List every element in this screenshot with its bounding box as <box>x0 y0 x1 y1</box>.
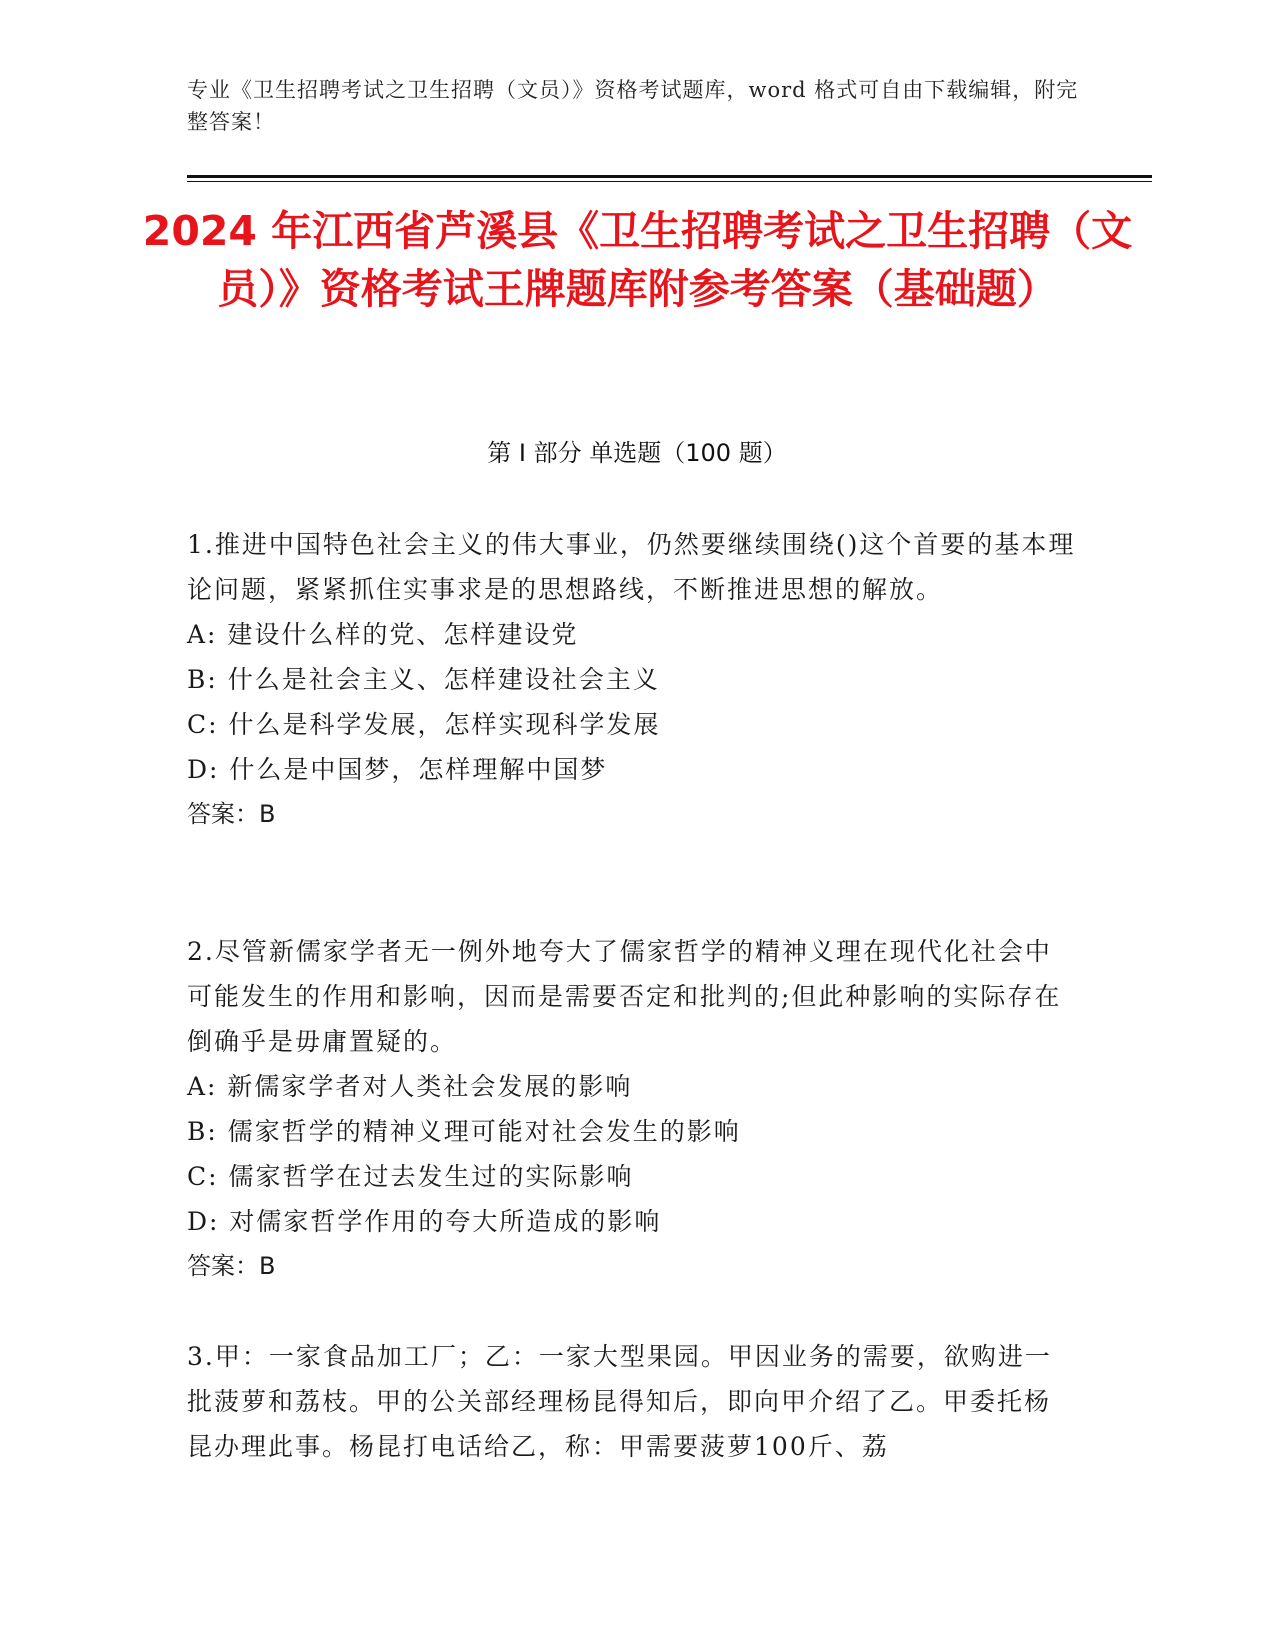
section-title: 第 I 部分 单选题（100 题） <box>487 439 787 467</box>
question-2 <box>187 929 1077 1289</box>
question-3 <box>187 1334 1077 1469</box>
header-rule-thick <box>187 175 1152 178</box>
option-c: C: 儒家哲学在过去发生过的实际影响 <box>187 1162 634 1191</box>
header-note: 专业《卫生招聘考试之卫生招聘（文员）》资格考试题库，word 格式可自由下载编辑，附完整答案！ <box>187 78 1079 134</box>
option-a: A: 建设什么样的党、怎样建设党 <box>187 620 579 649</box>
question-stem: 3.甲：一家食品加工厂；乙：一家大型果园。甲因业务的需要，欲购进一批菠萝和荔枝。甲的公关部经理杨昆得知后，即向甲介绍了乙。甲委托杨昆办理此事。杨昆打电话给乙，称：甲需要菠萝100斤、荔 <box>187 1342 1052 1461</box>
question-stem: 1.推进中国特色社会主义的伟大事业，仍然要继续围绕()这个首要的基本理论问题，紧紧抓住实事求是的思想路线，不断推进思想的解放。 <box>187 530 1076 604</box>
option-c: C: 什么是科学发展，怎样实现科学发展 <box>187 710 661 739</box>
option-b: B: 儒家哲学的精神义理可能对社会发生的影响 <box>187 1117 741 1146</box>
answer: 答案：B <box>187 800 276 828</box>
header-rule-thin <box>187 181 1152 182</box>
question-1 <box>187 522 1077 837</box>
option-a: A: 新儒家学者对人类社会发展的影响 <box>187 1072 633 1101</box>
document-title: 2024 年江西省芦溪县《卫生招聘考试之卫生招聘（文员）》资格考试王牌题库附参考答案（基础题） <box>142 207 1133 313</box>
option-b: B: 什么是社会主义、怎样建设社会主义 <box>187 665 660 694</box>
answer: 答案：B <box>187 1252 276 1280</box>
option-d: D: 什么是中国梦，怎样理解中国梦 <box>187 755 608 784</box>
question-stem: 2.尽管新儒家学者无一例外地夸大了儒家哲学的精神义理在现代化社会中可能发生的作用和影响，因而是需要否定和批判的;但此种影响的实际存在倒确乎是毋庸置疑的。 <box>187 937 1062 1056</box>
option-d: D: 对儒家哲学作用的夸大所造成的影响 <box>187 1207 662 1236</box>
